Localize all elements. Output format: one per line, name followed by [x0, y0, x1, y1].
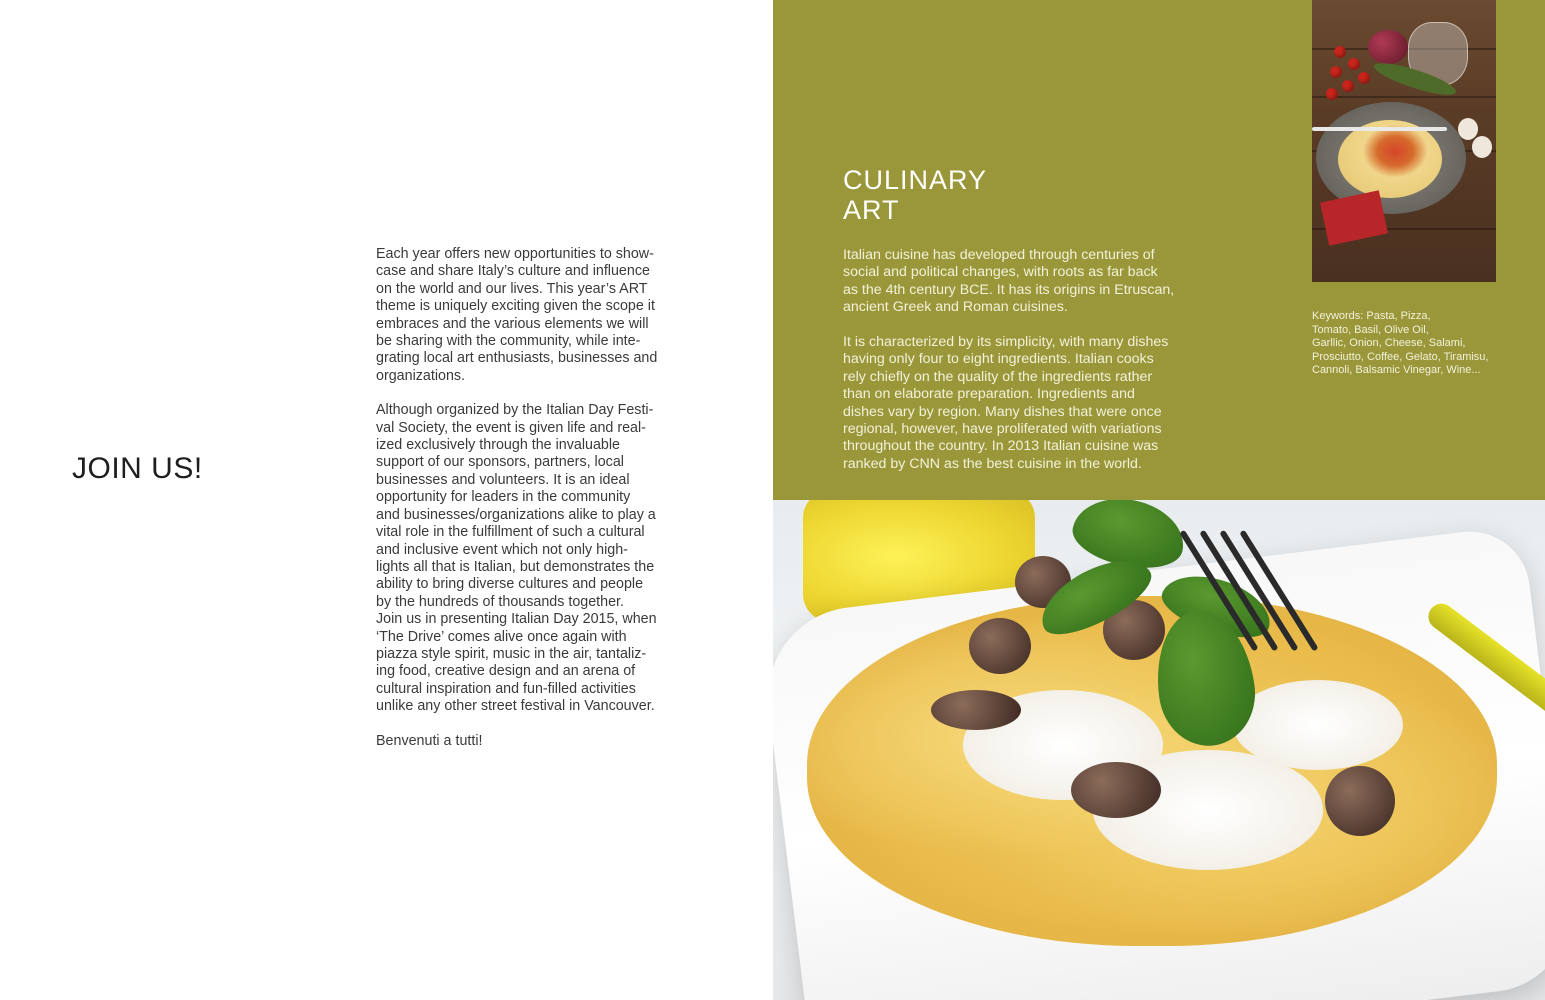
culinary-paragraph-2: It is characterized by its simplicity, with many dishes having only four to eight ingredients. Italian cooks rely chiefly on the quality of the ingredients rather than on elaborate preparation. Ingredients and dishes vary by region. Many dishes that were once regional, however, have proliferated with variations throughout the country. In 2013 Italian cuisine was ranked by CNN as the best cuisine in the world. [843, 334, 1169, 472]
spaghetti-photo [1312, 0, 1496, 282]
culinary-paragraph-1: Italian cuisine has developed through centuries of social and political changes, with roots as far back as the 4th century BCE. It has its origins in Etruscan, ancient Greek and Roman cuisines. [843, 247, 1175, 316]
join-us-paragraph-3: Benvenuti a tutti! [376, 732, 483, 749]
culinary-band [773, 0, 1545, 500]
culinary-body [843, 247, 1228, 491]
join-us-heading: JOIN US! [72, 452, 203, 485]
right-page [773, 0, 1545, 1000]
join-us-body [376, 246, 701, 767]
pappardelle-photo [773, 500, 1545, 1000]
join-us-paragraph-2: Although organized by the Italian Day Festi- val Society, the event is given life and real- ized exclusively through the invaluable support of our sponsors, partners, local businesses and volunteers. It is an ideal opportunity for leaders in the community and businesses/organizations alike to play a vital role in the fulfillment of such a cultural and inclusive event which not only high- lights all that is Italian, but demonstrates the ability to bring diverse cultures and people by the hundreds of thousands together. Join us in presenting Italian Day 2015, when ‘The Drive’ comes alive once again with piazza style spirit, music in the air, tantaliz- ing food, creative design and an arena of cultural inspiration and fun-filled activities unlike any other street festival in Vancouver. [376, 402, 657, 715]
culinary-art-heading: CULINARY ART [843, 165, 988, 225]
keywords-caption: Keywords: Pasta, Pizza, Tomato, Basil, Olive Oil, Garllic, Onion, Cheese, Salami, Prosciutto, Coffee, Gelato, Tiramisu, Cannoli, Balsamic Vinegar, Wine... [1312, 310, 1489, 377]
join-us-paragraph-1: Each year offers new opportunities to show- case and share Italy’s culture and influence on the world and our lives. This year’s ART theme is uniquely exciting given the scope it embraces and the various elements we will be sharing with the community, while inte- grating local art enthusiasts, businesses and organizations. [376, 246, 658, 384]
